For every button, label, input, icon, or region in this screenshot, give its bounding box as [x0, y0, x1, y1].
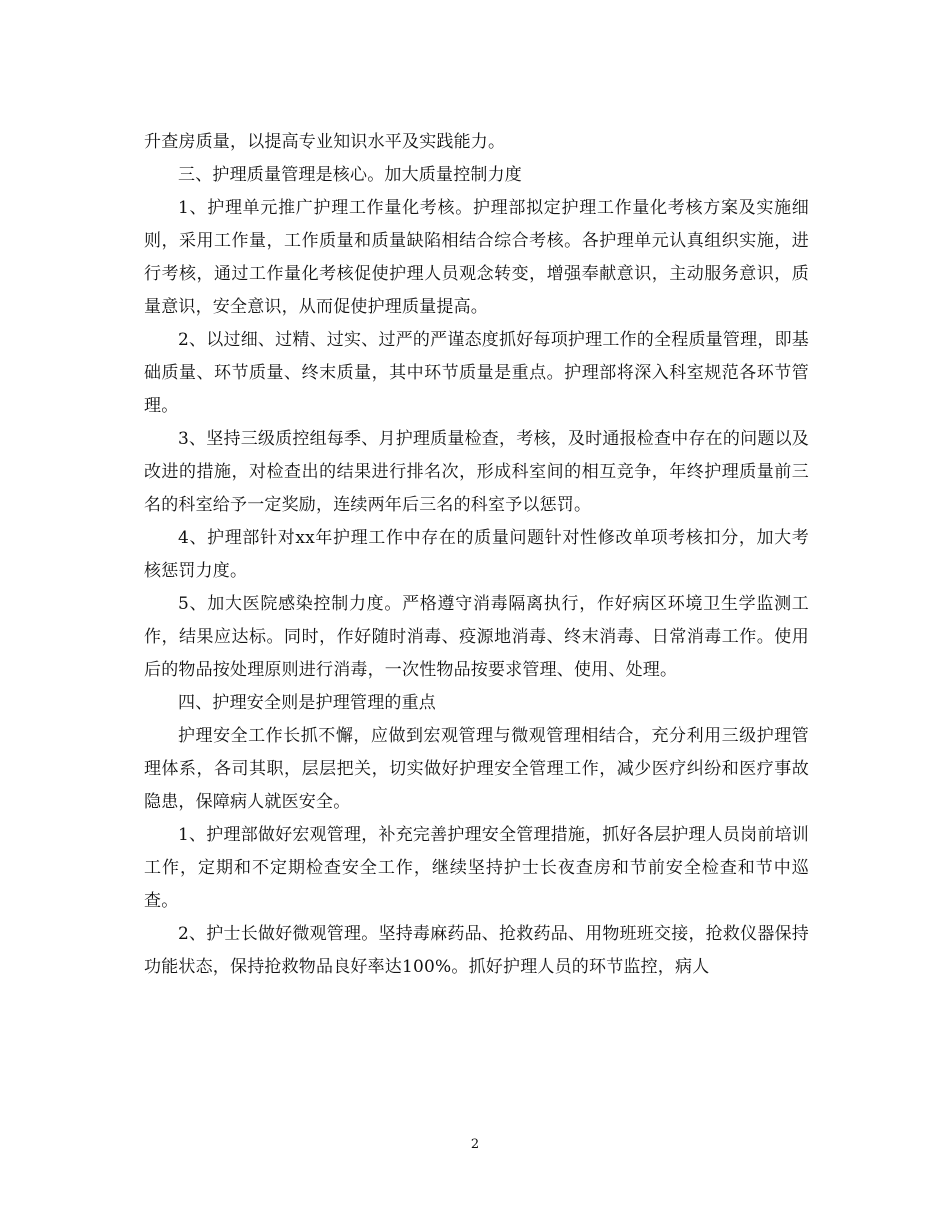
page-number: 2 [470, 1137, 480, 1152]
paragraph-quality-5: 5、加大医院感染控制力度。严格遵守消毒隔离执行，作好病区环境卫生学监测工作，结果应达标。同时，作好随时消毒、疫源地消毒、终末消毒、日常消毒工作。使用后的物品按处理原则进行消毒，一次性物品按要求管理、使用、处理。 [144, 594, 809, 680]
paragraph-quality-2: 2、以过细、过精、过实、过严的严谨态度抓好每项护理工作的全程质量管理，即基础质量、环节质量、终末质量，其中环节质量是重点。护理部将深入科室规范各环节管理。 [144, 330, 809, 416]
page-body [144, 126, 809, 984]
section-heading-quality: 三、护理质量管理是核心。加大质量控制力度 [178, 165, 522, 185]
paragraph-quality-1: 1、护理单元推广护理工作量化考核。护理部拟定护理工作量化考核方案及实施细则，采用工作量，工作质量和质量缺陷相结合综合考核。各护理单元认真组织实施，进行考核，通过工作量化考核促使护理人员观念转变，增强奉献意识，主动服务意识，质量意识，安全意识，从而促使护理质量提高。 [144, 198, 809, 317]
paragraph-safety-2: 2、护士长做好微观管理。坚持毒麻药品、抢救药品、用物班班交接，抢救仪器保持功能状态，保持抢救物品良好率达100%。抓好护理人员的环节监控，病人 [144, 924, 809, 977]
section-heading-safety: 四、护理安全则是护理管理的重点 [178, 693, 436, 713]
paragraph-continued: 升查房质量，以提高专业知识水平及实践能力。 [144, 132, 506, 152]
paragraph-safety-intro: 护理安全工作长抓不懈，应做到宏观管理与微观管理相结合，充分利用三级护理管理体系，各司其职，层层把关，切实做好护理安全管理工作，减少医疗纠纷和医疗事故隐患，保障病人就医安全。 [144, 726, 809, 812]
paragraph-quality-4: 4、护理部针对xx年护理工作中存在的质量问题针对性修改单项考核扣分，加大考核惩罚力度。 [144, 528, 809, 581]
paragraph-quality-3: 3、坚持三级质控组每季、月护理质量检查，考核，及时通报检查中存在的问题以及改进的措施，对检查出的结果进行排名次，形成科室间的相互竞争，年终护理质量前三名的科室给予一定奖励，连续两年后三名的科室予以惩罚。 [144, 429, 809, 515]
paragraph-safety-1: 1、护理部做好宏观管理，补充完善护理安全管理措施，抓好各层护理人员岗前培训工作，定期和不定期检查安全工作，继续坚持护士长夜查房和节前安全检查和节中巡查。 [144, 825, 809, 911]
